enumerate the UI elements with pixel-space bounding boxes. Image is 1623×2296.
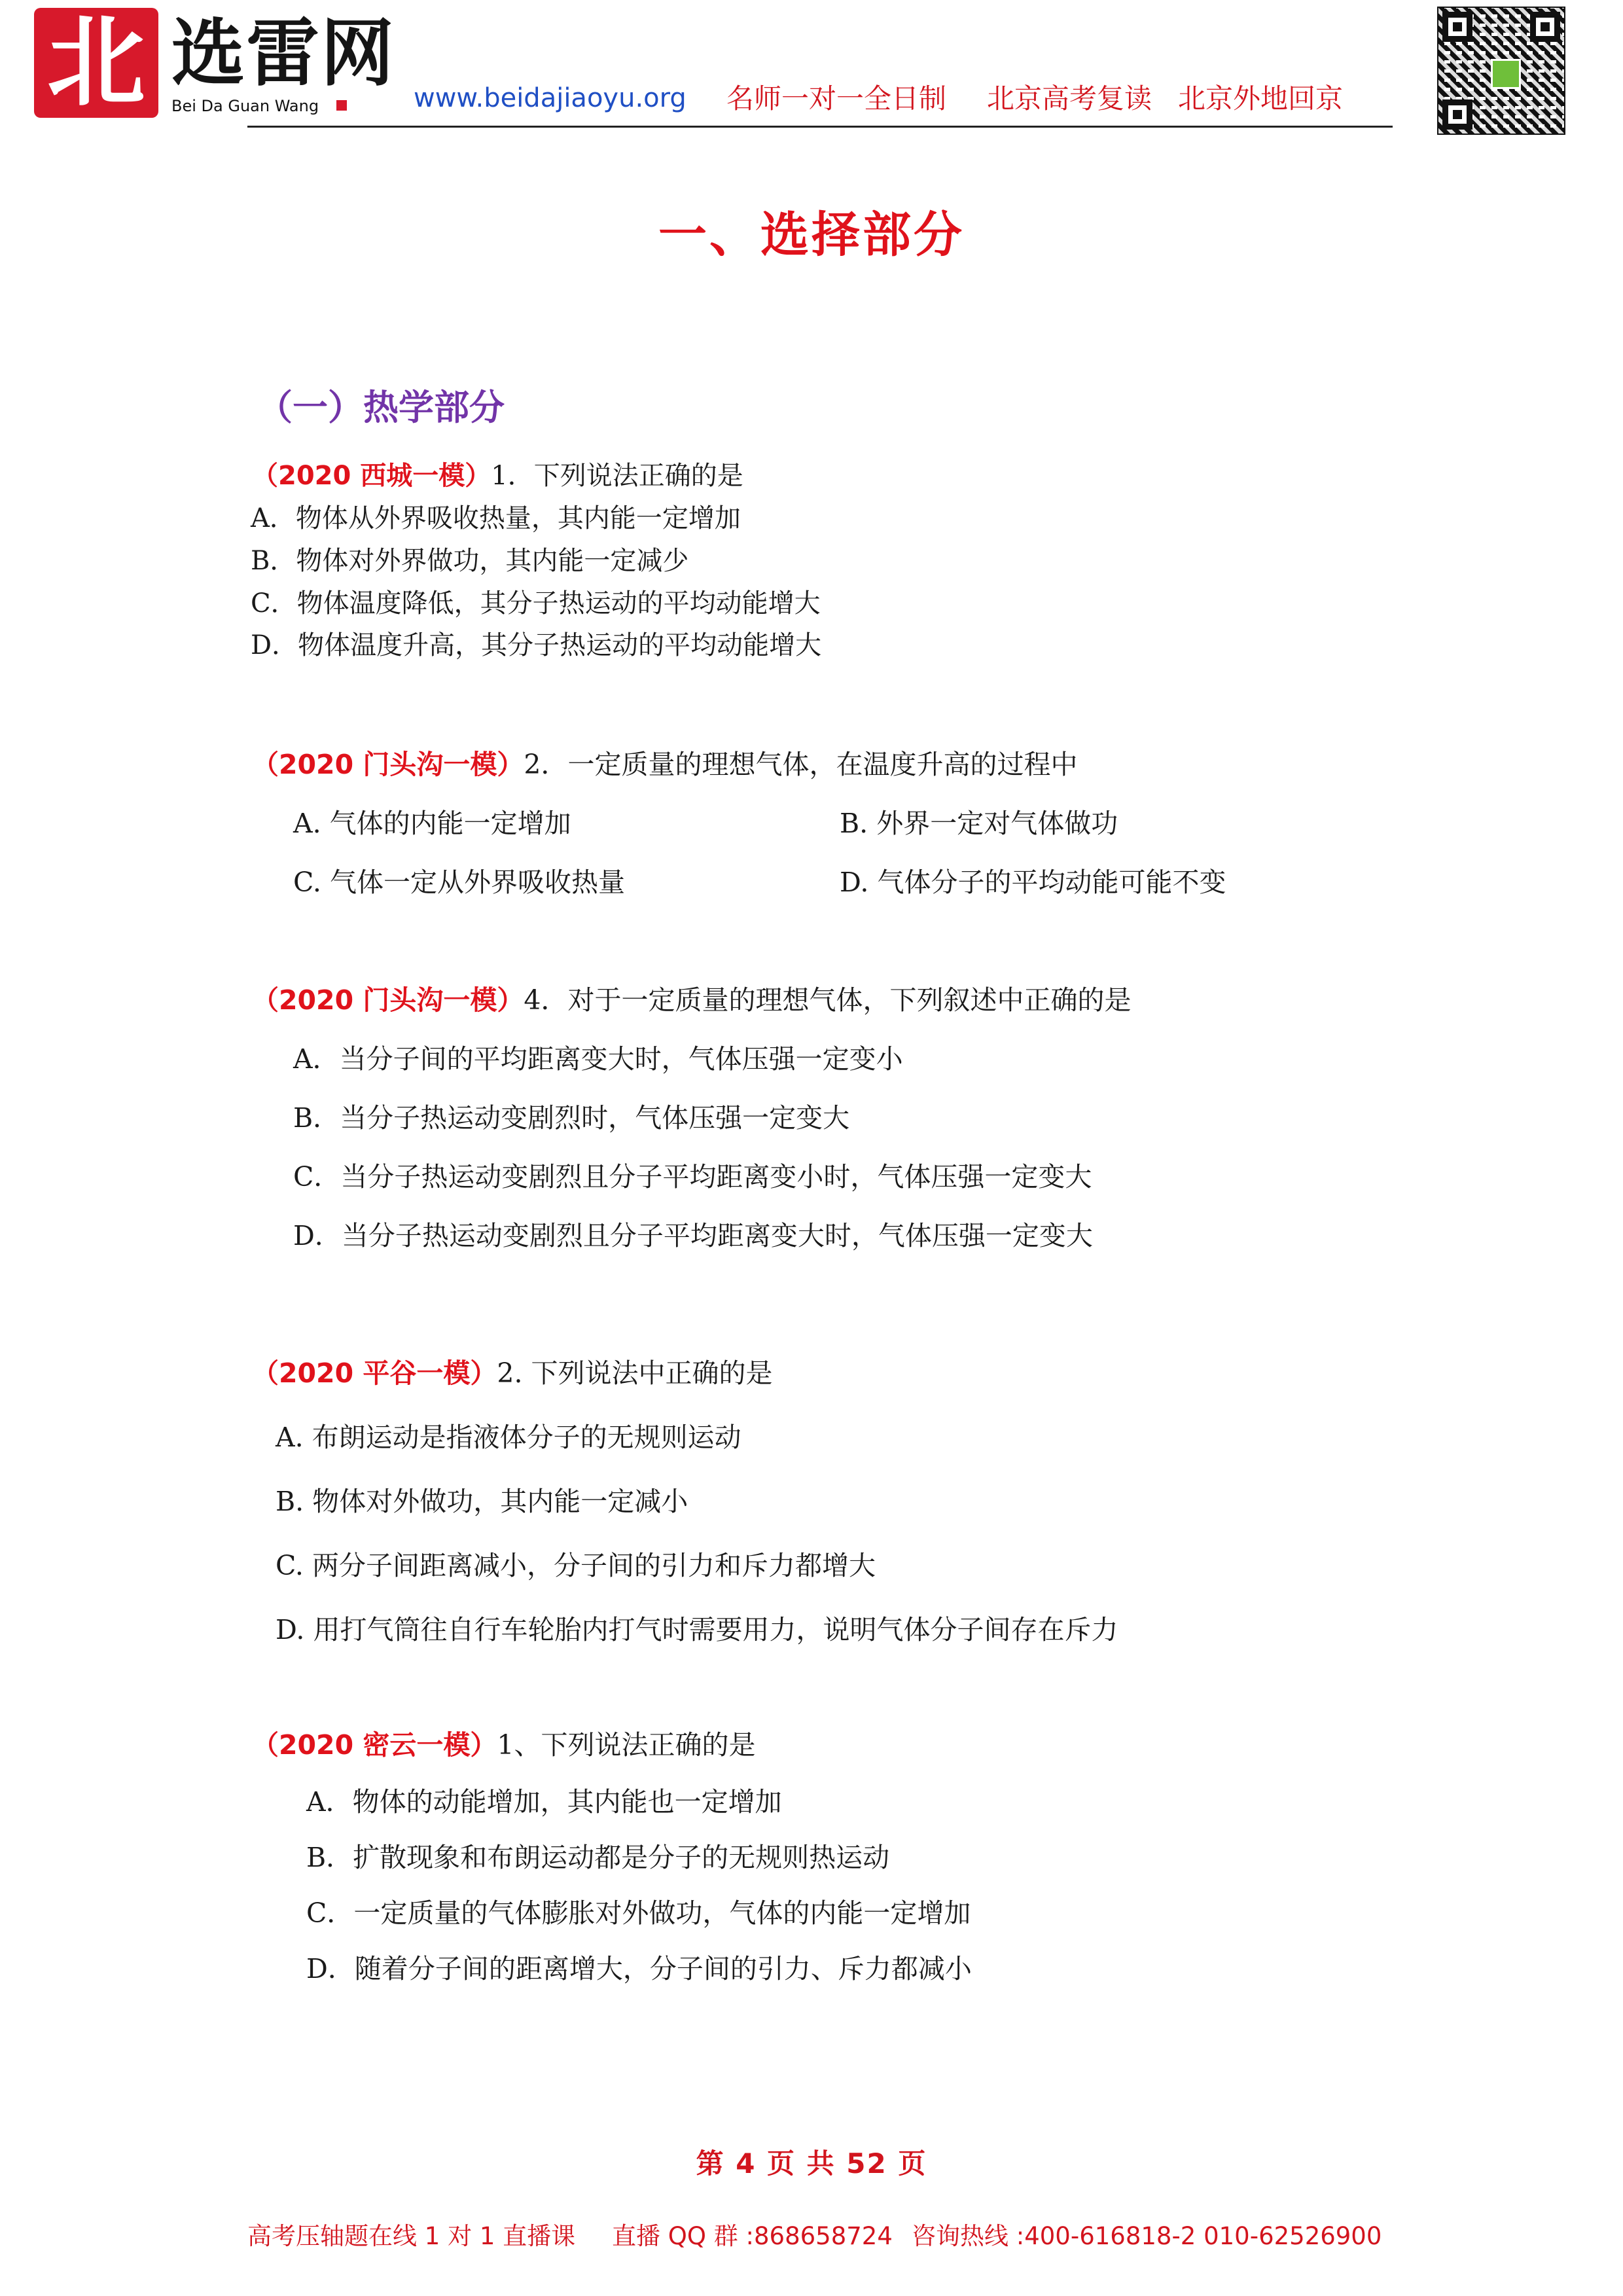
slogan-repeat-exam: 北京高考复读 <box>987 82 1152 115</box>
page-title: 一、选择部分 <box>658 207 965 263</box>
option-b: B. 外界一定对气体做功 <box>840 808 1118 839</box>
section-heading: （一）热学部分 <box>257 387 505 428</box>
logo-mark: 北 <box>34 8 158 118</box>
qr-logo-icon <box>1491 59 1521 89</box>
question-text: 2．一定质量的理想气体，在温度升高的过程中 <box>524 749 1078 780</box>
option-d: D．物体温度升高，其分子热运动的平均动能增大 <box>251 630 822 660</box>
question-stem <box>252 1729 756 1761</box>
option-c: C. 两分子间距离减小，分子间的引力和斥力都增大 <box>276 1550 876 1581</box>
question-text: 1、下列说法正确的是 <box>497 1729 756 1761</box>
question-source: （2020 密云一模） <box>252 1729 497 1761</box>
logo-text: 选雷网 <box>171 10 395 96</box>
logo-dot <box>336 100 347 111</box>
option-a: A．当分子间的平均距离变大时，气体压强一定变小 <box>293 1043 903 1075</box>
option-b: B．当分子热运动变剧烈时，气体压强一定变大 <box>293 1102 850 1134</box>
option-c: C．物体温度降低，其分子热运动的平均动能增大 <box>251 588 821 619</box>
option-b: B. 物体对外做功，其内能一定减小 <box>276 1486 688 1517</box>
option-a: A．物体的动能增加，其内能也一定增加 <box>306 1786 782 1818</box>
option-d: D．随着分子间的距离增大，分子间的引力、斥力都减小 <box>306 1953 972 1984</box>
option-b: B．扩散现象和布朗运动都是分子的无规则热运动 <box>306 1842 890 1873</box>
page-number: 第 4 页 共 52 页 <box>696 2147 927 2179</box>
website-link[interactable]: www.beidajiaoyu.org <box>414 83 687 113</box>
slogan-one-on-one: 名师一对一全日制 <box>726 82 947 115</box>
question-text: 2. 下列说法中正确的是 <box>497 1357 773 1389</box>
logo-subtitle: Bei Da Guan Wang <box>171 97 319 115</box>
option-a: A. 气体的内能一定增加 <box>293 808 571 839</box>
option-c: C．一定质量的气体膨胀对外做功，气体的内能一定增加 <box>306 1897 971 1929</box>
option-b: B．物体对外界做功，其内能一定减少 <box>251 546 689 576</box>
option-d: D. 用打气筒往自行车轮胎内打气时需要用力，说明气体分子间存在斥力 <box>276 1614 1118 1645</box>
question-text: 4．对于一定质量的理想气体，下列叙述中正确的是 <box>524 984 1132 1016</box>
option-c: C．当分子热运动变剧烈且分子平均距离变小时，气体压强一定变大 <box>293 1161 1092 1193</box>
question-source: （2020 门头沟一模） <box>252 984 524 1016</box>
slogan-return-beijing: 北京外地回京 <box>1178 82 1344 115</box>
footer-qq-group: 直播 QQ 群 :868658724 <box>612 2222 893 2250</box>
footer-hotline: 咨询热线 :400-616818-2 010-62526900 <box>912 2222 1382 2250</box>
question-source: （2020 西城一模） <box>252 461 491 491</box>
option-c: C. 气体一定从外界吸收热量 <box>293 867 625 898</box>
question-source: （2020 平谷一模） <box>252 1357 497 1389</box>
qr-code <box>1437 7 1565 135</box>
question-stem <box>252 751 1077 778</box>
question-stem <box>252 984 1132 1016</box>
option-d: D. 气体分子的平均动能可能不变 <box>840 867 1226 898</box>
option-d: D．当分子热运动变剧烈且分子平均距离变大时，气体压强一定变大 <box>293 1220 1093 1251</box>
question-source: （2020 门头沟一模） <box>252 749 524 780</box>
question-text: 1．下列说法正确的是 <box>491 461 743 491</box>
option-a: A. 布朗运动是指液体分子的无规则运动 <box>276 1422 741 1453</box>
question-stem <box>252 1357 773 1389</box>
option-a: A．物体从外界吸收热量，其内能一定增加 <box>251 503 741 533</box>
question-stem <box>252 463 743 489</box>
footer-course: 高考压轴题在线 1 对 1 直播课 <box>247 2222 576 2250</box>
header-divider <box>247 126 1393 128</box>
